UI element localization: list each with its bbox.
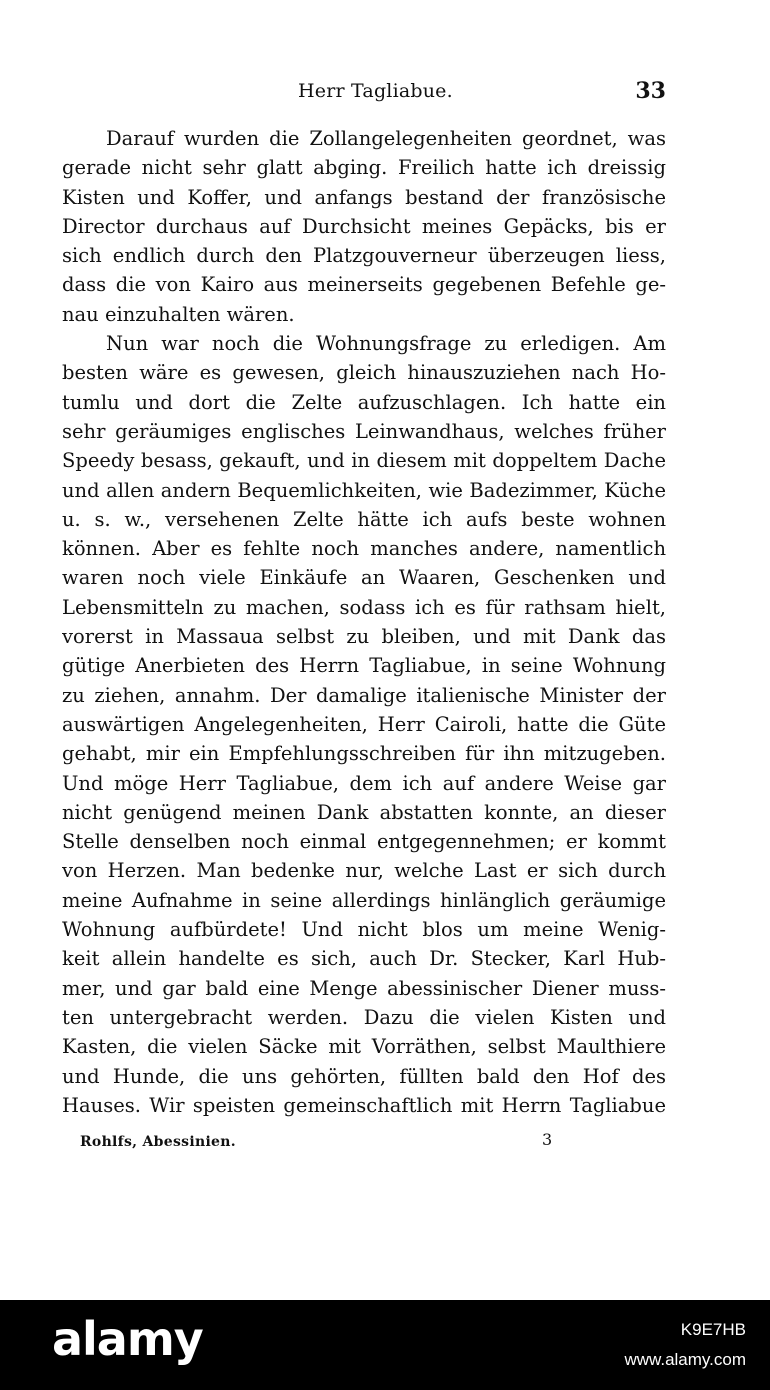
watermark-image-id: K9E7HB [680, 1320, 746, 1339]
text-line: dass die von Kairo aus meinerseits gegebenen Befehle ge- [62, 273, 666, 297]
text-line: meine Aufnahme in seine allerdings hinlänglich geräumige [62, 888, 666, 912]
text-line: von Herzen. Man bedenke nur, welche Last er sich durch [62, 859, 666, 883]
watermark-bar [0, 1300, 770, 1390]
text-line: auswärtigen Angelegenheiten, Herr Cairoli, hatte die Güte [62, 712, 666, 736]
text-line: Kasten, die vielen Säcke mit Vorräthen, selbst Maulthiere [62, 1035, 666, 1059]
page-number: 33 [635, 78, 666, 104]
text-line: sehr geräumiges englisches Leinwandhaus, welches früher [62, 419, 666, 443]
text-line: können. Aber es fehlte noch manches andere, namentlich [62, 537, 666, 561]
text-line: Lebensmitteln zu machen, sodass ich es für rathsam hielt, [62, 595, 666, 619]
text-line: Speedy besass, gekauft, und in diesem mit doppeltem Dache [62, 449, 666, 473]
text-line: und Hunde, die uns gehörten, füllten bald den Hof des [62, 1064, 666, 1088]
text-line: gehabt, mir ein Empfehlungsschreiben für ihn mitzugeben. [62, 742, 666, 766]
text-line: besten wäre es gewesen, gleich hinauszuziehen nach Ho- [62, 361, 666, 385]
running-title: Herr Tagliabue. [298, 80, 453, 102]
watermark-url: www.alamy.com [624, 1350, 746, 1369]
text-line: vorerst in Massaua selbst zu bleiben, und mit Dank das [62, 625, 666, 649]
sheet-number: 3 [542, 1130, 553, 1149]
text-line: waren noch viele Einkäufe an Waaren, Geschenken und [62, 566, 666, 590]
printer-signature: Rohlfs, Abessinien. [80, 1134, 236, 1150]
text-line: zu ziehen, annahm. Der damalige italienische Minister der [62, 683, 666, 707]
page-header [62, 80, 666, 110]
body-text [62, 124, 666, 1120]
text-line: Stelle denselben noch einmal entgegennehmen; er kommt [62, 830, 666, 854]
text-line: gütige Anerbieten des Herrn Tagliabue, in seine Wohnung [62, 654, 666, 678]
text-line: tumlu und dort die Zelte aufzuschlagen. Ich hatte ein [62, 390, 666, 414]
text-line: Kisten und Koffer, und anfangs bestand der französische [62, 185, 666, 209]
text-line: Und möge Herr Tagliabue, dem ich auf andere Weise gar [62, 771, 666, 795]
text-line: Director durchaus auf Durchsicht meines Gepäcks, bis er [62, 214, 666, 238]
text-line: und allen andern Bequemlichkeiten, wie Badezimmer, Küche [62, 478, 666, 502]
text-line: nicht genügend meinen Dank abstatten konnte, an dieser [62, 800, 666, 824]
text-line: sich endlich durch den Platzgouverneur überzeugen liess, [62, 244, 666, 268]
text-line: mer, und gar bald eine Menge abessinischer Diener muss- [62, 976, 666, 1000]
page-footer [80, 1130, 640, 1156]
text-line: keit allein handelte es sich, auch Dr. Stecker, Karl Hub- [62, 947, 666, 971]
text-line: u. s. w., versehenen Zelte hätte ich aufs beste wohnen [62, 507, 666, 531]
text-line: Hauses. Wir speisten gemeinschaftlich mit Herrn Tagliabue [62, 1093, 666, 1117]
text-line: Wohnung aufbürdete! Und nicht blos um meine Wenig- [62, 918, 666, 942]
watermark-brand: alamy [52, 1312, 203, 1366]
text-line: nau einzuhalten wären. [62, 302, 295, 326]
text-line: ten untergebracht werden. Dazu die vielen Kisten und [62, 1005, 666, 1029]
text-line: Nun war noch die Wohnungsfrage zu erledigen. Am [106, 332, 666, 356]
text-line: gerade nicht sehr glatt abging. Freilich hatte ich dreissig [62, 156, 666, 180]
text-line: Darauf wurden die Zollangelegenheiten geordnet, was [106, 127, 666, 150]
